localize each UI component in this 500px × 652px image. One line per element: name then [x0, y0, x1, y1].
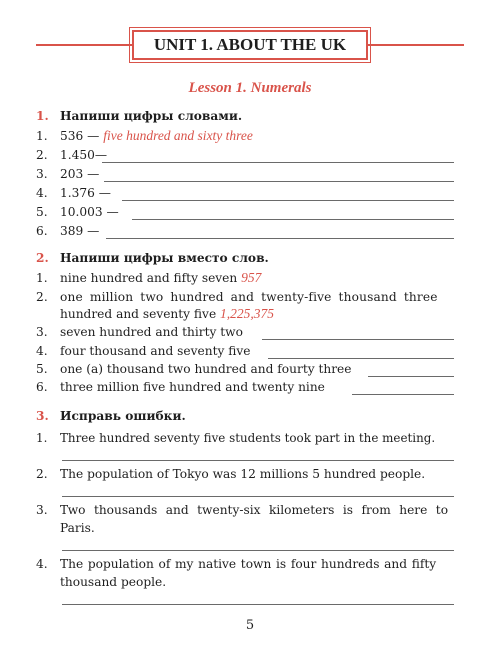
- item-text: 389 —: [60, 224, 100, 238]
- item-number: 2.: [36, 290, 48, 304]
- ex3-item-continuation: [36, 520, 464, 536]
- item-number: 4.: [36, 557, 48, 571]
- exercise-3-heading: [36, 408, 464, 424]
- item-number: 3.: [36, 503, 48, 517]
- ex1-item: [36, 166, 464, 182]
- ex1-item: [36, 185, 464, 201]
- ex2-item: [36, 324, 464, 340]
- answer-blank[interactable]: [102, 162, 454, 163]
- item-number: 3.: [36, 325, 48, 339]
- unit-title-box: [132, 30, 368, 60]
- item-text: The population of my native town is four hundreds and fifty: [60, 557, 437, 571]
- ex3-item: [36, 430, 464, 446]
- exercise-number: 3.: [36, 409, 49, 423]
- answer-blank[interactable]: [104, 181, 454, 182]
- exercise-title: Напиши цифры словами.: [60, 109, 243, 123]
- exercise-2-heading: [36, 250, 464, 266]
- ex2-item: [36, 379, 464, 395]
- ex2-item: [36, 270, 464, 286]
- item-number: 5.: [36, 205, 48, 219]
- page-number: 5: [245, 618, 255, 633]
- correction-line[interactable]: [62, 496, 454, 497]
- correction-line[interactable]: [62, 460, 454, 461]
- item-text: seven hundred and thirty two: [60, 325, 243, 339]
- ex3-item: [36, 502, 464, 518]
- answer-text: 957: [241, 270, 262, 285]
- answer-text: five hundred and sixty three: [103, 128, 253, 143]
- item-number: 1.: [36, 431, 48, 445]
- item-text: one (a) thousand two hundred and fourty three: [60, 362, 352, 376]
- item-text: The population of Tokyo was 12 millions 5 hundred people.: [60, 467, 426, 481]
- correction-line[interactable]: [62, 550, 454, 551]
- item-text: Two thousands and twenty-six kilometers is from here to: [60, 503, 449, 517]
- item-text: four thousand and seventy five: [60, 344, 251, 358]
- item-text: Three hundred seventy five students took part in the meeting.: [60, 431, 436, 445]
- answer-blank[interactable]: [132, 219, 454, 220]
- item-text: three million five hundred and twenty nine: [60, 380, 325, 394]
- exercise-title: Напиши цифры вместо слов.: [60, 251, 269, 265]
- item-text: 10.003 —: [60, 205, 119, 219]
- lesson-title: Lesson 1. Numerals: [188, 80, 312, 96]
- item-number: 4.: [36, 344, 48, 358]
- answer-text: 1,225,375: [220, 306, 275, 321]
- ex1-item: [36, 204, 464, 220]
- exercise-1-heading: [36, 108, 464, 124]
- item-text: 1.450—: [60, 148, 108, 162]
- ex3-item: [36, 466, 464, 482]
- exercise-title: Исправь ошибки.: [60, 409, 186, 423]
- answer-blank[interactable]: [268, 358, 454, 359]
- ex2-item-continuation: [36, 306, 464, 322]
- item-number: 6.: [36, 224, 48, 238]
- item-text: Paris.: [60, 521, 95, 535]
- correction-line[interactable]: [62, 604, 454, 605]
- item-text: nine hundred and fifty seven: [60, 271, 238, 285]
- ex3-item-continuation: [36, 574, 464, 590]
- ex1-item: [36, 147, 464, 163]
- item-text: one million two hundred and twenty-five thousand three: [60, 290, 438, 304]
- item-number: 3.: [36, 167, 48, 181]
- answer-blank[interactable]: [352, 394, 454, 395]
- answer-blank[interactable]: [262, 339, 454, 340]
- item-text: hundred and seventy five: [60, 307, 217, 321]
- answer-blank[interactable]: [368, 376, 454, 377]
- ex1-item: [36, 128, 464, 144]
- item-number: 6.: [36, 380, 48, 394]
- unit-title: UNIT 1. ABOUT THE UK: [153, 35, 347, 54]
- header-rule-left: [36, 44, 132, 46]
- exercise-number: 2.: [36, 251, 49, 265]
- item-number: 1.: [36, 271, 48, 285]
- item-text: 1.376 —: [60, 186, 111, 200]
- item-number: 2.: [36, 148, 48, 162]
- header-rule-right: [368, 44, 464, 46]
- item-text: thousand people.: [60, 575, 167, 589]
- ex2-item: [36, 361, 464, 377]
- ex2-item: [36, 289, 464, 305]
- item-number: 1.: [36, 129, 48, 143]
- ex1-item: [36, 223, 464, 239]
- ex2-item: [36, 343, 464, 359]
- answer-blank[interactable]: [122, 200, 454, 201]
- answer-blank[interactable]: [106, 238, 454, 239]
- ex3-item: [36, 556, 464, 572]
- exercise-number: 1.: [36, 109, 49, 123]
- item-number: 5.: [36, 362, 48, 376]
- item-text: 203 —: [60, 167, 100, 181]
- item-number: 4.: [36, 186, 48, 200]
- item-text: 536 —: [60, 129, 100, 143]
- item-number: 2.: [36, 467, 48, 481]
